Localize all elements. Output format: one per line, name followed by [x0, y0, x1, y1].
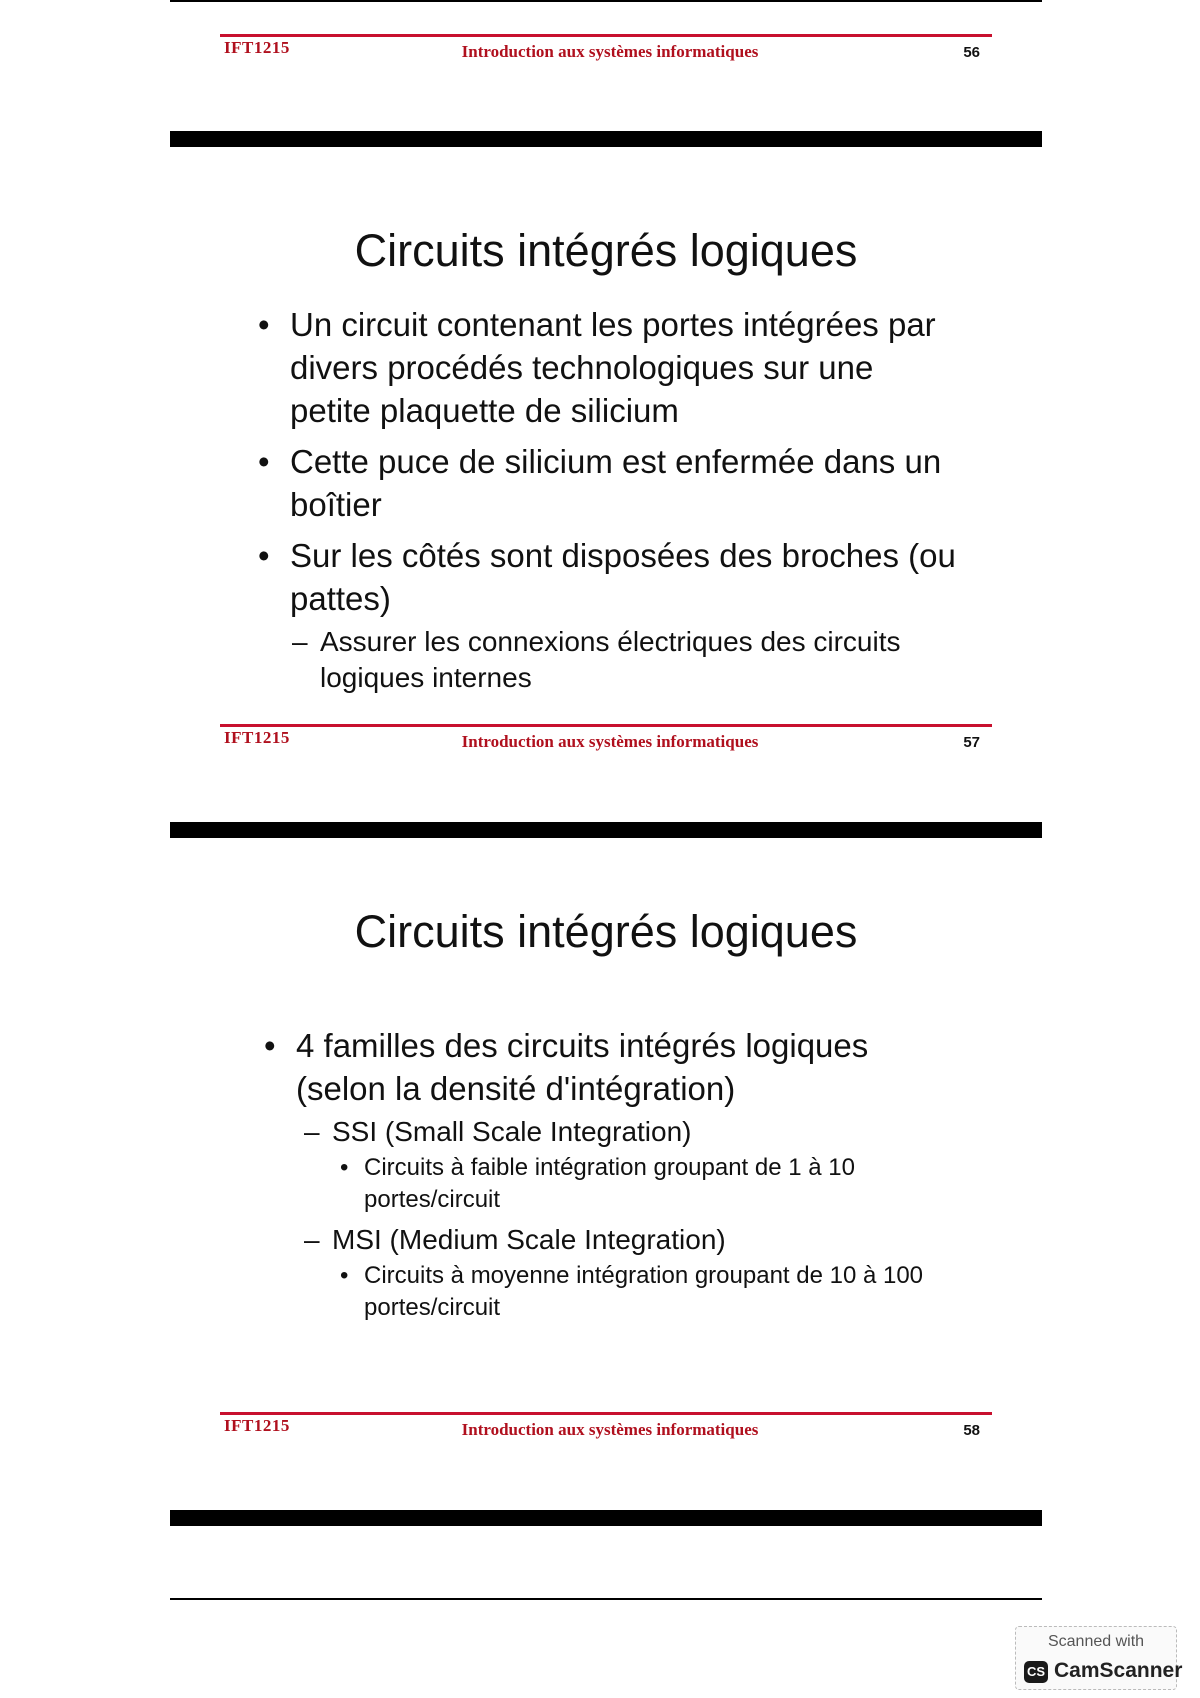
camscanner-logo-icon: CS — [1024, 1661, 1048, 1683]
footer-rule-56 — [220, 34, 992, 37]
detail-list — [332, 1260, 954, 1324]
sub-list — [304, 1114, 954, 1324]
detail-item: • Circuits à moyenne intégration groupant de 10 à 100 portes/circuit — [332, 1260, 954, 1324]
detail-list — [332, 1152, 954, 1216]
bullet-item: • Un circuit contenant les portes intégrées par divers procédés technologiques sur une petite plaquette de silicium — [258, 303, 958, 432]
footer-course-code: IFT1215 — [224, 1416, 290, 1435]
footer-course-code: IFT1215 — [224, 38, 290, 57]
bottom-rule — [170, 1598, 1042, 1600]
bullet-item: • Cette puce de silicium est enfermée dans un boîtier — [258, 440, 958, 526]
slide-separator — [170, 1510, 1042, 1526]
slide-title: Circuits intégrés logiques — [354, 225, 858, 276]
footer-course-title: Introduction aux systèmes informatiques — [461, 42, 759, 61]
footer-course-title: Introduction aux systèmes informatiques — [461, 732, 759, 751]
footer-course-title: Introduction aux systèmes informatiques — [461, 1420, 759, 1439]
bullet-list — [264, 1024, 954, 1332]
sub-item: – Assurer les connexions électriques des circuits logiques internes — [292, 624, 958, 696]
page-number: 57 — [963, 734, 980, 751]
page-number: 58 — [963, 1422, 980, 1439]
sub-item: – SSI (Small Scale Integration) • Circuits à faible intégration groupant de 1 à 10 portes/circuit — [304, 1114, 954, 1216]
footer-rule-58 — [220, 1412, 992, 1415]
slide-title: Circuits intégrés logiques — [354, 906, 858, 957]
bullet-item: • Sur les côtés sont disposées des broches (ou pattes) – Assurer les connexions électriques des circuits logiques internes — [258, 534, 958, 696]
watermark-caption: Scanned with — [1047, 1633, 1145, 1650]
top-rule — [170, 0, 1042, 2]
page-number: 56 — [963, 44, 980, 61]
bullet-list — [258, 303, 958, 704]
bullet-item: • 4 familles des circuits intégrés logiques (selon la densité d'intégration) – SSI (Small Scale Integration) • Circuits à faible intégration groupant de 1 à 10 portes/circuit – MSI (Medium Scale Integration) • Circuits à moyenne intégration groupant de 10 à 100 portes/circuit — [264, 1024, 954, 1324]
detail-item: • Circuits à faible intégration groupant de 1 à 10 portes/circuit — [332, 1152, 954, 1216]
watermark-brand: CamScanner — [1054, 1659, 1183, 1682]
sub-list — [292, 624, 958, 696]
footer-course-code: IFT1215 — [224, 728, 290, 747]
slide-separator — [170, 822, 1042, 838]
sub-item: – MSI (Medium Scale Integration) • Circuits à moyenne intégration groupant de 10 à 100 portes/circuit — [304, 1222, 954, 1324]
footer-rule-57 — [220, 724, 992, 727]
camscanner-watermark — [1015, 1626, 1183, 1690]
slide-separator — [170, 131, 1042, 147]
